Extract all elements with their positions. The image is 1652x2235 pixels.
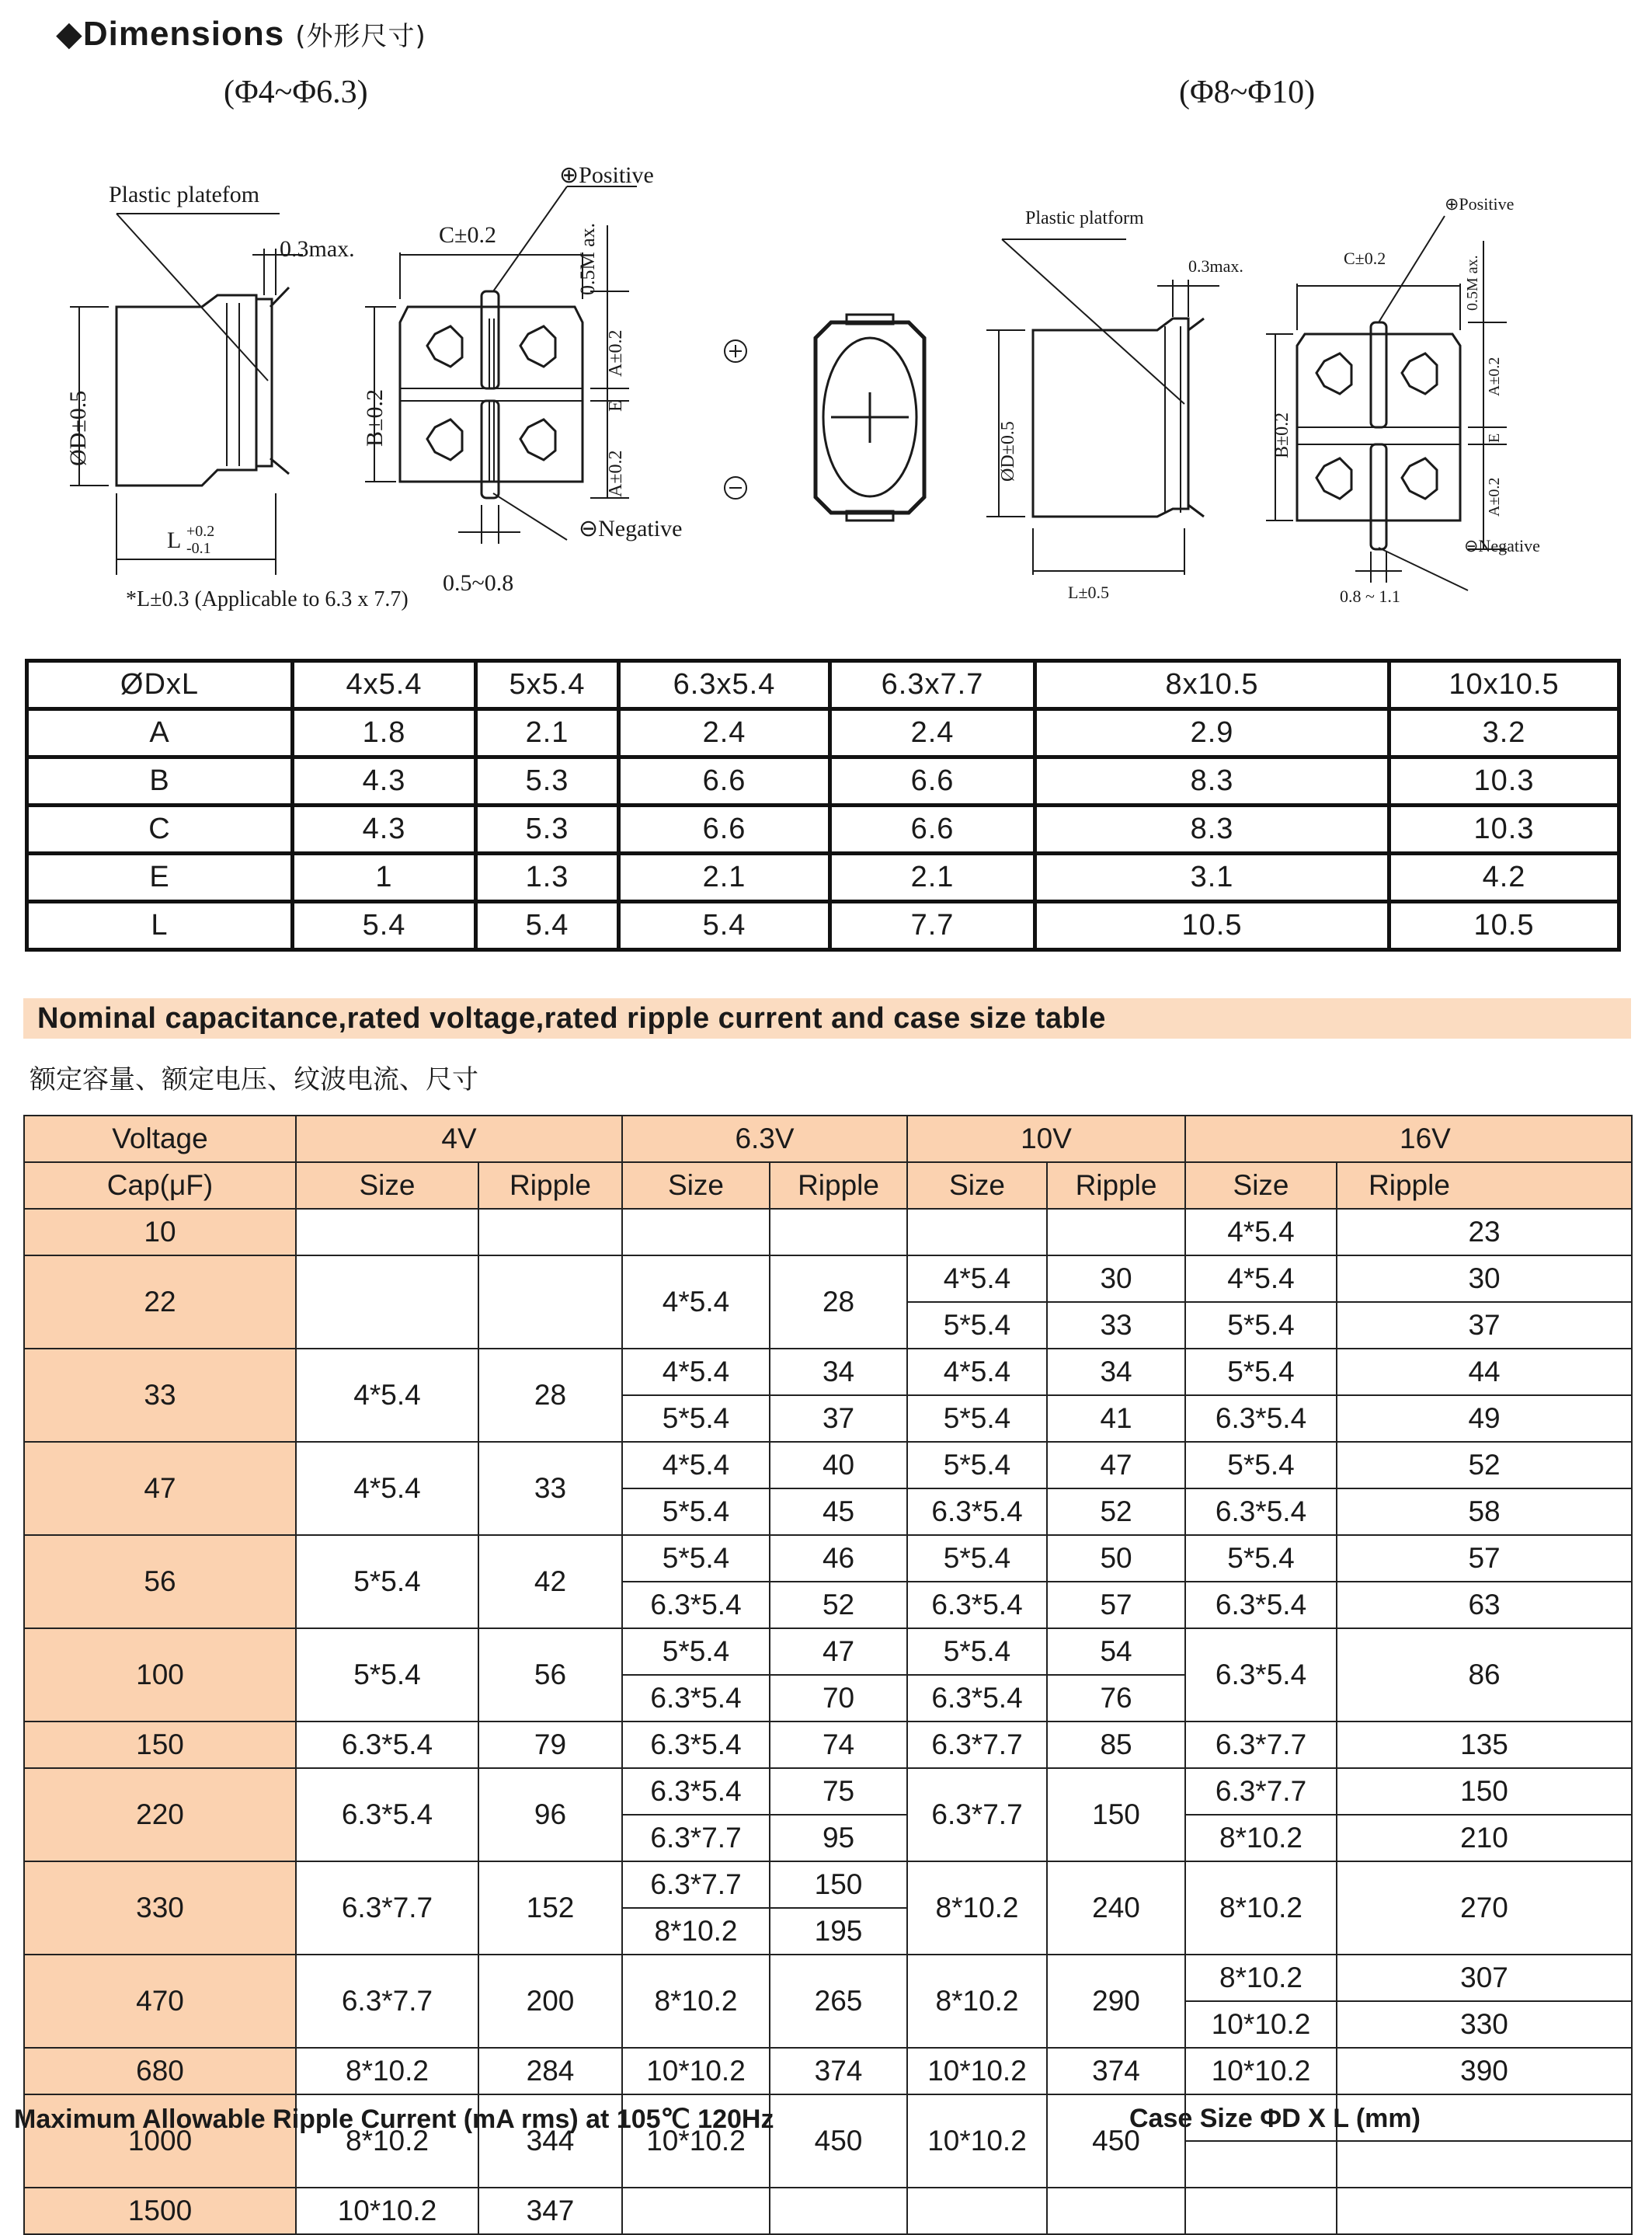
v10-ripple: 85 [1047,1722,1185,1768]
dim-value-cell: 7.7 [830,902,1035,950]
dim-value-cell: 2.4 [830,709,1035,757]
voltage-header-row [24,1116,1632,1162]
label-05max-right: 0.5M ax. [1464,255,1481,311]
label-negative-right: ⊖Negative [1464,536,1540,555]
ripple-header: Ripple [770,1162,907,1209]
v4-ripple: 33 [478,1442,622,1535]
cap-value: 220 [24,1768,296,1861]
size-header: Size [622,1162,770,1209]
v63-size: 8*10.2 [622,1908,770,1955]
label-c-tol-left: C±0.2 [439,222,496,248]
column-header-row [24,1162,1632,1209]
label-note: *L±0.3 (Applicable to 6.3 x 7.7) [126,587,409,611]
v63-size: 5*5.4 [622,1535,770,1582]
v63-ripple: 150 [770,1861,907,1908]
v16-size: 6.3*5.4 [1185,1628,1337,1722]
v10-ripple: 30 [1047,1255,1185,1302]
v63-size: 10*10.2 [622,2094,770,2188]
v16-ripple: 30 [1337,1255,1632,1302]
cap-value: 10 [24,1209,296,1255]
v63-size: 4*5.4 [622,1442,770,1488]
v16-size: 5*5.4 [1185,1349,1337,1395]
footer-case-size-note: Case Size ΦD X L (mm) [1129,2104,1421,2133]
label-08-11: 0.8 ~ 1.1 [1340,587,1400,606]
dimensions-title-cn: (外形尺寸) [295,21,426,52]
dim-value-cell: 2.1 [830,854,1035,902]
v4-size: 10*10.2 [296,2188,478,2234]
v4-ripple [478,1209,622,1255]
v4-size: 6.3*5.4 [296,1722,478,1768]
v16-ripple: 330 [1337,2001,1632,2048]
v4-ripple: 96 [478,1768,622,1861]
v16-ripple: 57 [1337,1535,1632,1582]
footer-ripple-note: Maximum Allowable Ripple Current (mA rms) at 105℃ 120Hz [14,2104,774,2134]
v63-size: 6.3*7.7 [622,1861,770,1908]
v10-size: 6.3*7.7 [907,1722,1047,1768]
cap-row [24,1628,1632,1675]
v10-ripple: 240 [1047,1861,1185,1955]
dim-header-cell: 6.3x5.4 [619,661,830,709]
cap-row [24,1209,1632,1255]
label-plastic-platform: Plastic platform [1025,208,1144,228]
v4-size: 5*5.4 [296,1628,478,1722]
v4-size: 6.3*7.7 [296,1955,478,2048]
dim-value-cell: 8.3 [1035,757,1389,806]
cap-value: 680 [24,2048,296,2094]
v16-size: 10*10.2 [1185,2048,1337,2094]
v10-size: 4*5.4 [907,1255,1047,1302]
v63-size: 6.3*5.4 [622,1722,770,1768]
dim-row [27,854,1619,902]
v10-ripple: 150 [1047,1768,1185,1861]
v63-ripple: 74 [770,1722,907,1768]
v16-ripple: 63 [1337,1582,1632,1628]
label-03max-right: 0.3max. [1188,256,1243,276]
v63-size [622,1209,770,1255]
v63-ripple: 450 [770,2094,907,2188]
v16-ripple: 210 [1337,1815,1632,1861]
v63-size: 5*5.4 [622,1488,770,1535]
v63-ripple: 28 [770,1255,907,1349]
v63-size: 6.3*5.4 [622,1768,770,1815]
left-side-view [70,214,303,575]
dim-value-cell: 2.1 [619,854,830,902]
v4-size: 4*5.4 [296,1442,478,1535]
v16-size: 5*5.4 [1185,1302,1337,1349]
dim-value-cell: 10.5 [1389,902,1619,950]
dim-value-cell: 6.6 [830,757,1035,806]
v63-ripple: 34 [770,1349,907,1395]
v63-ripple: 47 [770,1628,907,1675]
cap-row [24,1722,1632,1768]
v16-ripple: 150 [1337,1768,1632,1815]
dim-param-label: B [27,757,293,806]
dim-value-cell: 4.2 [1389,854,1619,902]
v63-ripple [770,1209,907,1255]
v63-size: 6.3*5.4 [622,1582,770,1628]
v63-ripple: 37 [770,1395,907,1442]
label-05max-left: 0.5M ax. [576,222,599,295]
v10-ripple: 76 [1047,1675,1185,1722]
cap-value: 22 [24,1255,296,1349]
v63-ripple [770,2188,907,2234]
label-05-08: 0.5~0.8 [443,570,514,596]
cap-row [24,1861,1632,1908]
v16-ripple: 307 [1337,1955,1632,2001]
dim-param-label: A [27,709,293,757]
v10-ripple [1047,1209,1185,1255]
v10-ripple: 41 [1047,1395,1185,1442]
dim-row [27,709,1619,757]
cap-value: 56 [24,1535,296,1628]
minus-sign-icon: ⊖ [726,495,728,496]
label-l-left: L [167,527,182,553]
v4-ripple: 56 [478,1628,622,1722]
v10-size: 4*5.4 [907,1349,1047,1395]
dim-value-cell: 3.2 [1389,709,1619,757]
label-e-right: E [1486,433,1503,443]
section-subtitle: 额定容量、额定电压、纹波电流、尺寸 [30,1064,478,1095]
v10-size: 6.3*5.4 [907,1488,1047,1535]
v16-ripple: 270 [1337,1861,1632,1955]
v4-ripple [478,1255,622,1349]
v10-ripple: 47 [1047,1442,1185,1488]
v10-size: 5*5.4 [907,1535,1047,1582]
v10-size: 6.3*5.4 [907,1675,1047,1722]
label-d-tol-left: ØD±0.5 [65,390,91,466]
label-l-tol-right: L±0.5 [1068,583,1110,602]
v10-ripple: 33 [1047,1302,1185,1349]
v63-size: 4*5.4 [622,1349,770,1395]
v16-size: 6.3*5.4 [1185,1582,1337,1628]
left-size-range: (Φ4~Φ6.3) [224,75,368,110]
cap-row [24,1768,1632,1815]
dim-header-cell: 5x5.4 [476,661,619,709]
v63-size: 6.3*5.4 [622,1675,770,1722]
dim-value-cell: 4.3 [293,806,476,854]
v10-ripple: 290 [1047,1955,1185,2048]
dim-value-cell: 6.6 [619,757,830,806]
v63-ripple: 374 [770,2048,907,2094]
v63-ripple: 95 [770,1815,907,1861]
dim-value-cell: 5.3 [476,806,619,854]
v10-size: 6.3*7.7 [907,1768,1047,1861]
v16-size: 6.3*7.7 [1185,1768,1337,1815]
label-a-tol-left-bottom: A±0.2 [606,450,626,497]
v16-ripple: 52 [1337,1442,1632,1488]
v63-size: 5*5.4 [622,1628,770,1675]
v63-ripple: 265 [770,1955,907,2048]
v16-ripple: 49 [1337,1395,1632,1442]
v16-size: 8*10.2 [1185,1861,1337,1955]
v10-ripple: 374 [1047,2048,1185,2094]
label-e-left: E [606,400,626,412]
v16-size: 6.3*5.4 [1185,1395,1337,1442]
v10-size: 8*10.2 [907,1861,1047,1955]
label-d-tol-right: ØD±0.5 [998,421,1018,482]
section-title: Nominal capacitance,rated voltage,rated ripple current and case size table [37,1002,1106,1035]
dim-value-cell: 5.3 [476,757,619,806]
size-header: Size [296,1162,478,1209]
cap-row [24,1255,1632,1302]
v63-size: 6.3*7.7 [622,1815,770,1861]
dim-value-cell: 2.4 [619,709,830,757]
dim-value-cell: 1 [293,854,476,902]
v4-ripple: 152 [478,1861,622,1955]
dim-value-cell: 4.3 [293,757,476,806]
dim-value-cell: 8.3 [1035,806,1389,854]
label-b-tol-right: B±0.2 [1272,412,1292,458]
v4-size: 5*5.4 [296,1535,478,1628]
v10-size: 10*10.2 [907,2094,1047,2188]
dim-row [27,902,1619,950]
v16-size: 6.3*7.7 [1185,1722,1337,1768]
plus-sign-icon: ⊕ [726,358,728,360]
dim-value-cell: 1.8 [293,709,476,757]
size-header: Size [1185,1162,1337,1209]
dim-header-cell: ØDxL [27,661,293,709]
capacitance-table [23,1115,1633,2235]
v63-size: 10*10.2 [622,2048,770,2094]
v63-ripple: 46 [770,1535,907,1582]
v16-ripple: 135 [1337,1722,1632,1768]
v4-size: 8*10.2 [296,2048,478,2094]
dim-value-cell: 6.6 [830,806,1035,854]
dim-header-row [27,661,1619,709]
v63-ripple: 40 [770,1442,907,1488]
v10-ripple: 54 [1047,1628,1185,1675]
dimension-drawings [23,140,1608,637]
cap-value: 1500 [24,2188,296,2234]
v4-size: 6.3*7.7 [296,1861,478,1955]
v10-size: 5*5.4 [907,1302,1047,1349]
v4-size: 8*10.2 [296,2094,478,2188]
cap-value: 1000 [24,2094,296,2188]
dim-value-cell: 2.9 [1035,709,1389,757]
v10-size [907,1209,1047,1255]
v16-size: 10*10.2 [1185,2001,1337,2048]
v10-ripple: 57 [1047,1582,1185,1628]
v16-size [1185,2141,1337,2188]
ripple-header: Ripple [1337,1162,1632,1209]
dim-param-label: L [27,902,293,950]
v63-ripple: 75 [770,1768,907,1815]
ripple-header: Ripple [478,1162,622,1209]
v4-ripple: 200 [478,1955,622,2048]
v16-ripple [1337,2141,1632,2188]
v16-ripple: 37 [1337,1302,1632,1349]
voltage-header-10v: 10V [907,1116,1185,1162]
v16-size: 6.3*5.4 [1185,1488,1337,1535]
dim-value-cell: 5.4 [476,902,619,950]
label-l-plus: +0.2 [186,523,215,540]
ripple-header: Ripple [1047,1162,1185,1209]
dim-row [27,757,1619,806]
v10-ripple: 450 [1047,2094,1185,2188]
right-size-range: (Φ8~Φ10) [1179,75,1316,110]
label-positive-right: ⊕Positive [1445,194,1515,214]
v4-size: 6.3*5.4 [296,1768,478,1861]
v10-size [907,2188,1047,2234]
v10-size: 6.3*5.4 [907,1582,1047,1628]
dim-value-cell: 1.3 [476,854,619,902]
dim-param-label: E [27,854,293,902]
v16-ripple: 390 [1337,2048,1632,2094]
v16-size: 8*10.2 [1185,1955,1337,2001]
cap-value: 100 [24,1628,296,1722]
v16-size: 8*10.2 [1185,1815,1337,1861]
label-a-tol-left-top: A±0.2 [606,329,626,377]
dim-value-cell: 10.3 [1389,806,1619,854]
cap-value: 47 [24,1442,296,1535]
voltage-header-6-3v: 6.3V [622,1116,907,1162]
dim-header-cell: 10x10.5 [1389,661,1619,709]
cap-row [24,1955,1632,2001]
v4-ripple: 79 [478,1722,622,1768]
v16-size: 4*5.4 [1185,1209,1337,1255]
v63-ripple: 52 [770,1582,907,1628]
v16-ripple [1337,2188,1632,2234]
dim-header-cell: 4x5.4 [293,661,476,709]
v4-size: 4*5.4 [296,1349,478,1442]
v10-ripple: 50 [1047,1535,1185,1582]
dim-value-cell: 2.1 [476,709,619,757]
dim-header-cell: 8x10.5 [1035,661,1389,709]
v16-ripple: 58 [1337,1488,1632,1535]
dim-value-cell: 10.3 [1389,757,1619,806]
label-negative-left: ⊖Negative [579,516,683,541]
dim-row [27,806,1619,854]
dim-value-cell: 5.4 [293,902,476,950]
cap-row [24,1535,1632,1582]
v10-ripple [1047,2188,1185,2234]
v4-ripple: 284 [478,2048,622,2094]
cap-value: 470 [24,1955,296,2048]
v63-size: 4*5.4 [622,1255,770,1349]
cap-row [24,1442,1632,1488]
dim-param-label: C [27,806,293,854]
v10-size: 5*5.4 [907,1395,1047,1442]
label-l-minus: -0.1 [186,540,211,557]
v63-size [622,2188,770,2234]
size-header: Size [907,1162,1047,1209]
cap-value: 150 [24,1722,296,1768]
v63-size: 8*10.2 [622,1955,770,2048]
voltage-header-4v: 4V [296,1116,622,1162]
label-positive-left: ⊕Positive [559,162,654,188]
v63-ripple: 45 [770,1488,907,1535]
label-a-tol-right-top: A±0.2 [1486,357,1503,396]
dim-value-cell: 3.1 [1035,854,1389,902]
dim-value-cell: 10.5 [1035,902,1389,950]
v10-ripple: 34 [1047,1349,1185,1395]
v16-ripple: 86 [1337,1628,1632,1722]
v10-ripple: 52 [1047,1488,1185,1535]
cap-row [24,2188,1632,2234]
dim-value-cell: 5.4 [619,902,830,950]
center-top-view [725,315,924,520]
dimensions-title: ◆Dimensions [56,15,285,53]
right-side-view [986,239,1219,575]
v4-size [296,1255,478,1349]
v10-size: 5*5.4 [907,1628,1047,1675]
v4-ripple: 344 [478,2094,622,2188]
v63-size: 5*5.4 [622,1395,770,1442]
v4-ripple: 28 [478,1349,622,1442]
cap-label: Cap(μF) [24,1162,296,1209]
v4-ripple: 347 [478,2188,622,2234]
cap-value: 33 [24,1349,296,1442]
cap-value: 330 [24,1861,296,1955]
voltage-label: Voltage [24,1116,296,1162]
v16-size: 5*5.4 [1185,1535,1337,1582]
v16-size: 4*5.4 [1185,1255,1337,1302]
label-03max-left: 0.3max. [280,236,355,262]
v10-size: 5*5.4 [907,1442,1047,1488]
dimension-table [25,659,1621,952]
v63-ripple: 70 [770,1675,907,1722]
cap-row [24,1349,1632,1395]
v16-ripple: 44 [1337,1349,1632,1395]
v10-size: 10*10.2 [907,2048,1047,2094]
v63-ripple: 195 [770,1908,907,1955]
dimensions-heading [56,14,426,54]
v10-size: 8*10.2 [907,1955,1047,2048]
v16-ripple: 23 [1337,1209,1632,1255]
label-b-tol-left: B±0.2 [362,389,388,447]
label-c-tol-right: C±0.2 [1344,249,1386,268]
cap-row [24,2048,1632,2094]
voltage-header-16v: 16V [1185,1116,1632,1162]
label-a-tol-right-bottom: A±0.2 [1486,477,1503,517]
v4-ripple: 42 [478,1535,622,1628]
v4-size [296,1209,478,1255]
v16-size [1185,2188,1337,2234]
dim-header-cell: 6.3x7.7 [830,661,1035,709]
label-plastic-platefom: Plastic platefom [109,182,260,207]
v16-size: 5*5.4 [1185,1442,1337,1488]
dim-value-cell: 6.6 [619,806,830,854]
